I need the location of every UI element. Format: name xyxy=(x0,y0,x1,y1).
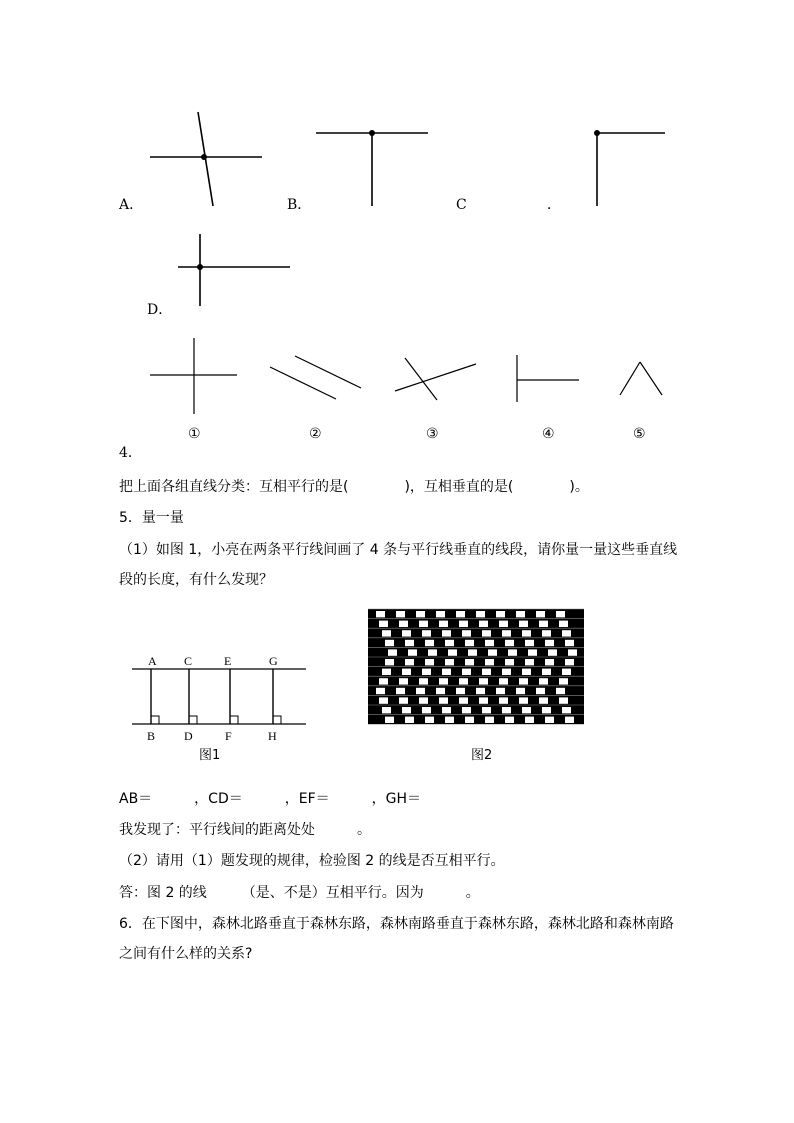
fig2-white-tile xyxy=(476,688,485,694)
fig2-white-tile xyxy=(482,707,491,713)
fig2-white-tile xyxy=(499,697,508,703)
fig2-white-tile xyxy=(465,717,474,723)
fig2-white-tile xyxy=(436,611,445,617)
fig2-white-tile xyxy=(462,630,471,636)
fig2-white-tile xyxy=(559,697,568,703)
fig2-white-tile xyxy=(482,630,491,636)
fig2-white-tile xyxy=(399,697,408,703)
q6-line2: 之间有什么样的关系? xyxy=(119,946,253,962)
fig2-white-tile xyxy=(562,707,571,713)
option-c-label: C xyxy=(456,197,467,213)
fig2-white-tile xyxy=(445,659,454,665)
fig1-label-e: E xyxy=(224,654,232,668)
fig2-white-tile xyxy=(402,630,411,636)
fig2-white-tile xyxy=(442,707,451,713)
fig2-white-tile xyxy=(428,649,437,655)
fig2-white-tile xyxy=(485,640,494,646)
fig2-white-tile xyxy=(562,669,571,675)
fig2-white-tile xyxy=(545,717,554,723)
fig2-white-tile xyxy=(396,688,405,694)
q5-answer: 答：图 2 的线 （是、不是）互相平行。因为 。 xyxy=(119,885,480,901)
fig2-white-tile xyxy=(516,611,525,617)
fig2-white-tile xyxy=(565,659,574,665)
fig2-white-tile xyxy=(439,678,448,684)
fig2-white-tile xyxy=(456,688,465,694)
fig2-white-tile xyxy=(485,717,494,723)
fig2-white-tile xyxy=(542,707,551,713)
fig2-white-tile xyxy=(416,611,425,617)
fig2-white-tile xyxy=(459,621,468,627)
fig2-white-tile xyxy=(385,659,394,665)
fig1-label-c: C xyxy=(184,654,193,668)
fig2-white-tile xyxy=(539,697,548,703)
fig2-white-tile xyxy=(388,649,397,655)
fig2-white-tile xyxy=(402,669,411,675)
fig1-label-d: D xyxy=(184,729,193,743)
fig2-white-tile xyxy=(505,659,514,665)
fig2-white-tile xyxy=(545,659,554,665)
fig2-white-tile xyxy=(382,707,391,713)
fig2-white-tile xyxy=(519,697,528,703)
fig2-white-tile xyxy=(559,678,568,684)
fig2-white-tile xyxy=(536,611,545,617)
option-d-label: D． xyxy=(147,302,173,318)
fig2-white-tile xyxy=(505,640,514,646)
fig2-white-tile xyxy=(476,611,485,617)
fig2-white-tile xyxy=(568,649,577,655)
fig2-white-tile xyxy=(405,717,414,723)
fig2-white-tile xyxy=(542,669,551,675)
fig2-white-tile xyxy=(562,630,571,636)
fig2-white-tile xyxy=(439,621,448,627)
discovery-line: 我发现了：平行线间的距离处处 。 xyxy=(119,822,371,838)
fig2-white-tile xyxy=(545,640,554,646)
fig2-white-tile xyxy=(396,611,405,617)
q4-instruction: 把上面各组直线分类：互相平行的是( )，互相垂直的是( )。 xyxy=(119,479,589,495)
fig2-white-tile xyxy=(542,630,551,636)
q5-title: 5．量一量 xyxy=(119,510,184,526)
fig2-white-tile xyxy=(565,640,574,646)
fig1-label-h: H xyxy=(268,729,277,743)
q4-number: 4． xyxy=(119,445,142,461)
fig2-white-tile xyxy=(502,707,511,713)
measure-line: AB＝ ，CD＝ ，EF＝ ，GH＝ xyxy=(119,791,422,807)
q6-line1: 6．在下图中，森林北路垂直于森林东路，森林南路垂直于森林东路，森林北路和森林南路 xyxy=(119,916,674,932)
fig2-white-tile xyxy=(519,621,528,627)
fig2-white-tile xyxy=(522,630,531,636)
fig2-white-tile xyxy=(516,688,525,694)
option-b-label: B． xyxy=(287,197,312,213)
fig2-white-tile xyxy=(422,630,431,636)
fig2-white-tile xyxy=(525,640,534,646)
fig2-white-tile xyxy=(559,621,568,627)
fig2-white-tile xyxy=(442,630,451,636)
marker-1: ① xyxy=(188,426,201,442)
fig2-white-tile xyxy=(465,659,474,665)
fig2-white-tile xyxy=(522,707,531,713)
fig2-white-tile xyxy=(422,707,431,713)
fig2-white-tile xyxy=(519,678,528,684)
fig2-white-tile xyxy=(468,649,477,655)
fig2-white-tile xyxy=(462,669,471,675)
fig2-white-tile xyxy=(496,611,505,617)
fig2-white-tile xyxy=(379,678,388,684)
fig2-white-tile xyxy=(448,649,457,655)
fig2-white-tile xyxy=(522,669,531,675)
fig2-white-tile xyxy=(402,707,411,713)
fig1-label-g: G xyxy=(269,654,278,668)
option-a-label: A． xyxy=(119,197,144,213)
fig2-white-tile xyxy=(488,649,497,655)
marker-5: ⑤ xyxy=(633,426,646,442)
fig2-white-tile xyxy=(456,611,465,617)
fig2-white-tile xyxy=(385,717,394,723)
fig2-white-tile xyxy=(565,717,574,723)
fig2-white-tile xyxy=(536,688,545,694)
fig2-white-tile xyxy=(425,717,434,723)
fig2-white-tile xyxy=(505,717,514,723)
fig2-white-tile xyxy=(379,621,388,627)
fig2-white-tile xyxy=(419,621,428,627)
fig2-white-tile xyxy=(442,669,451,675)
fig2-white-tile xyxy=(399,621,408,627)
fig2-white-tile xyxy=(445,640,454,646)
fig2-white-tile xyxy=(382,669,391,675)
marker-3: ③ xyxy=(426,426,439,442)
fig2-white-tile xyxy=(382,630,391,636)
fig2-white-tile xyxy=(445,717,454,723)
fig2-white-tile xyxy=(419,697,428,703)
fig2-white-tile xyxy=(425,659,434,665)
fig2-white-tile xyxy=(502,669,511,675)
fig2-white-tile xyxy=(416,688,425,694)
fig2-white-tile xyxy=(556,688,565,694)
fig2-white-tile xyxy=(502,630,511,636)
fig2-white-tile xyxy=(419,678,428,684)
fig2-white-tile xyxy=(479,678,488,684)
fig2-white-tile xyxy=(376,611,385,617)
fig2-white-tile xyxy=(479,697,488,703)
marker-4: ④ xyxy=(542,426,555,442)
fig2-white-tile xyxy=(459,697,468,703)
fig2-white-tile xyxy=(548,649,557,655)
fig1-label-b: B xyxy=(147,729,156,743)
fig2-white-tile xyxy=(422,669,431,675)
fig2-white-tile xyxy=(485,659,494,665)
fig2-white-tile xyxy=(405,640,414,646)
fig2-white-tile xyxy=(459,678,468,684)
fig2-white-tile xyxy=(499,678,508,684)
fig2-white-tile xyxy=(405,659,414,665)
fig2-white-tile xyxy=(528,649,537,655)
fig2-white-tile xyxy=(379,697,388,703)
fig2-white-tile xyxy=(399,678,408,684)
fig2-white-tile xyxy=(539,678,548,684)
fig1-caption: 图1 xyxy=(199,748,221,763)
q5-part1-line1: （1）如图 1，小亮在两条平行线间画了 4 条与平行线垂直的线段，请你量一量这些垂直线 xyxy=(119,542,678,558)
q5-part2: （2）请用（1）题发现的规律，检验图 2 的线是否互相平行。 xyxy=(119,853,505,869)
fig2-white-tile xyxy=(465,640,474,646)
marker-2: ② xyxy=(309,426,322,442)
fig1-label-a: A xyxy=(148,654,157,668)
q5-part1-line2: 段的长度，有什么发现？ xyxy=(119,572,273,588)
fig2-caption: 图2 xyxy=(471,748,493,763)
option-c-dot: ． xyxy=(547,197,561,213)
fig2-white-tile xyxy=(436,688,445,694)
fig2-white-tile xyxy=(479,621,488,627)
fig2-white-tile xyxy=(425,640,434,646)
fig2-white-tile xyxy=(539,621,548,627)
fig2-white-tile xyxy=(385,640,394,646)
fig2-white-tile xyxy=(525,659,534,665)
fig2-white-tile xyxy=(376,688,385,694)
fig1-label-f: F xyxy=(225,729,232,743)
fig2-white-tile xyxy=(556,611,565,617)
fig2-white-tile xyxy=(508,649,517,655)
fig2-white-tile xyxy=(482,669,491,675)
fig2-white-tile xyxy=(462,707,471,713)
fig2-white-tile xyxy=(439,697,448,703)
fig2-white-tile xyxy=(525,717,534,723)
fig2-white-tile xyxy=(496,688,505,694)
fig2-white-tile xyxy=(408,649,417,655)
fig2-white-tile xyxy=(499,621,508,627)
